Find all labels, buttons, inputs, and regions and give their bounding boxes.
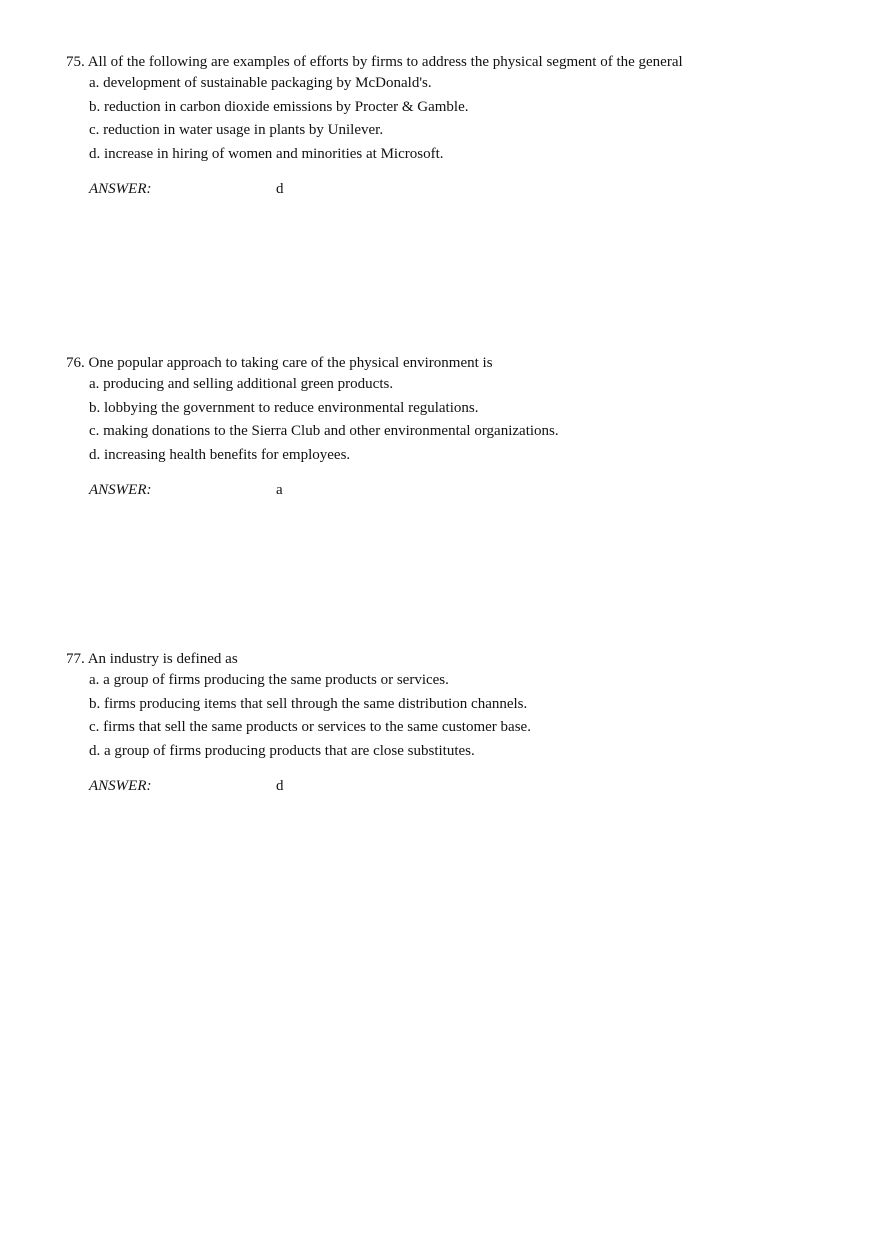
option-a: a. producing and selling additional green products. <box>89 376 394 392</box>
option-b: b. lobbying the government to reduce environmental regulations. <box>89 400 479 416</box>
option-d: d. increase in hiring of women and minorities at Microsoft. <box>89 146 444 162</box>
question-number: 77. <box>66 651 85 667</box>
answer-label: ANSWER: <box>89 778 152 794</box>
question-text: All of the following are examples of efforts by firms to address the physical segment of the general <box>87 54 683 70</box>
option-d: d. a group of firms producing products that are close substitutes. <box>89 743 475 759</box>
question-text: An industry is defined as <box>87 651 238 667</box>
option-d: d. increasing health benefits for employees. <box>89 447 351 463</box>
answer-label: ANSWER: <box>89 482 152 498</box>
question-number: 75. <box>66 54 85 70</box>
option-c: c. firms that sell the same products or services to the same customer base. <box>89 719 531 735</box>
answer-value: d <box>276 778 284 794</box>
option-a: a. a group of firms producing the same products or services. <box>89 672 449 688</box>
question-number: 76. <box>66 355 85 371</box>
answer-value: d <box>276 181 284 197</box>
question-stem <box>66 650 238 668</box>
option-c: c. reduction in water usage in plants by Unilever. <box>89 122 384 138</box>
option-b: b. reduction in carbon dioxide emissions by Procter & Gamble. <box>89 99 469 115</box>
answer-value: a <box>276 482 283 498</box>
question-stem <box>66 53 683 71</box>
answer-label: ANSWER: <box>89 181 152 197</box>
option-a: a. development of sustainable packaging by McDonald's. <box>89 75 432 91</box>
option-c: c. making donations to the Sierra Club and other environmental organizations. <box>89 423 559 439</box>
question-text: One popular approach to taking care of the physical environment is <box>88 355 493 371</box>
question-stem <box>66 354 493 372</box>
option-b: b. firms producing items that sell through the same distribution channels. <box>89 696 528 712</box>
